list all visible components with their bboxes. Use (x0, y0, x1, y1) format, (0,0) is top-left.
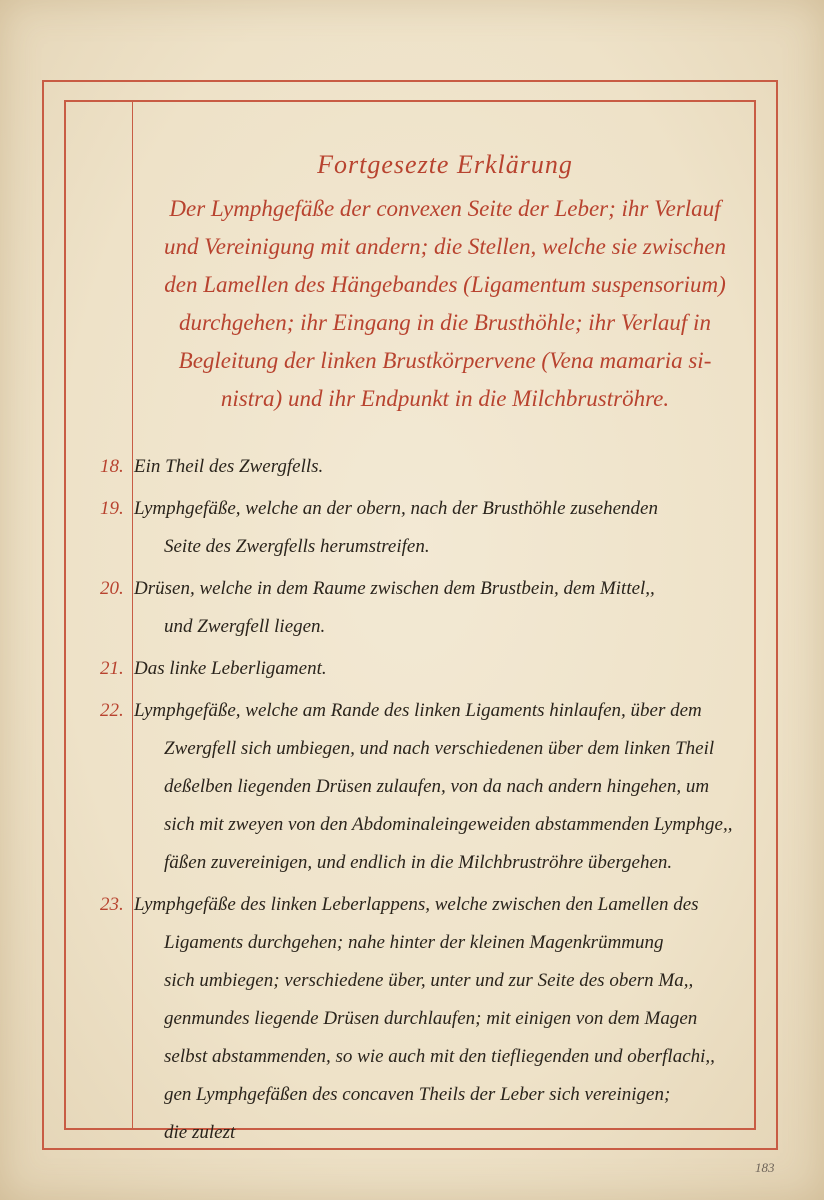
entry-line: gen Lymphgefäßen des concaven Theils der Leber sich vereinigen; (164, 1084, 671, 1105)
page-title: Fortgesezte Erklärung (317, 150, 573, 179)
entry-line: Seite des Zwergfells herumstreifen. (164, 536, 430, 557)
entry-number: 21. (100, 658, 124, 679)
heading-line: durchgehen; ihr Eingang in die Brusthöhle; ihr Verlauf in (179, 310, 711, 335)
entry-line: fäßen zuvereinigen, und endlich in die Milchbruströhre übergehen. (164, 852, 673, 873)
entry-line: deßelben liegenden Drüsen zulaufen, von da nach andern hingehen, um (164, 776, 710, 797)
entry-line: sich umbiegen; verschiedene über, unter und zur Seite des obern Ma,, (164, 970, 694, 991)
entry-line: Das linke Leberligament. (134, 658, 327, 679)
entry-number: 18. (100, 456, 124, 477)
heading-line: Begleitung der linken Brustkörpervene (Vena mamaria si- (178, 348, 712, 373)
entry-line: selbst abstammenden, so wie auch mit den tiefliegenden und oberflachi,, (164, 1046, 715, 1067)
entry-text (134, 490, 750, 566)
entry-line: sich mit zweyen von den Abdominaleingeweiden abstammenden Lymphge,, (164, 814, 733, 835)
entry-20 (100, 570, 750, 646)
entry-text (134, 692, 750, 882)
entry-line: Lymphgefäße des linken Leberlappens, welche zwischen den Lamellen des (134, 894, 699, 915)
entry-line: Lymphgefäße, welche am Rande des linken Ligaments hinlaufen, über dem (134, 700, 702, 721)
entry-18 (100, 448, 750, 486)
entry-number: 19. (100, 498, 124, 519)
heading-line: Der Lymphgefäße der convexen Seite der Leber; ihr Verlauf (169, 196, 721, 221)
entry-number: 22. (100, 700, 124, 721)
entry-line: die zulezt (164, 1122, 236, 1143)
entry-line: Drüsen, welche in dem Raume zwischen dem Brustbein, dem Mittel,, (134, 578, 655, 599)
heading-line: nistra) und ihr Endpunkt in die Milchbruströhre. (220, 386, 670, 411)
entry-line: und Zwergfell liegen. (164, 616, 326, 637)
entry-23 (100, 886, 750, 1152)
entry-21 (100, 650, 750, 688)
page-heading (150, 150, 740, 418)
entry-list (100, 448, 750, 1156)
entry-text (134, 650, 750, 688)
entry-number: 23. (100, 894, 124, 915)
entry-line: genmundes liegende Drüsen durchlaufen; mit einigen von dem Magen (164, 1008, 698, 1029)
entry-text (134, 570, 750, 646)
entry-19 (100, 490, 750, 566)
entry-line: Lymphgefäße, welche an der obern, nach der Brusthöhle zusehenden (134, 498, 658, 519)
entry-text (134, 448, 750, 486)
entry-22 (100, 692, 750, 882)
heading-line: den Lamellen des Hängebandes (Ligamentum suspensorium) (164, 272, 726, 297)
entry-number: 20. (100, 578, 124, 599)
entry-text (134, 886, 750, 1152)
entry-line: Ligaments durchgehen; nahe hinter der kleinen Magenkrümmung (164, 932, 664, 953)
entry-line: Zwergfell sich umbiegen, und nach verschiedenen über dem linken Theil (164, 738, 715, 759)
entry-line: Ein Theil des Zwergfells. (134, 456, 324, 477)
folio-number: 183 (755, 1160, 775, 1175)
heading-line: und Vereinigung mit andern; die Stellen, welche sie zwischen (164, 234, 726, 259)
